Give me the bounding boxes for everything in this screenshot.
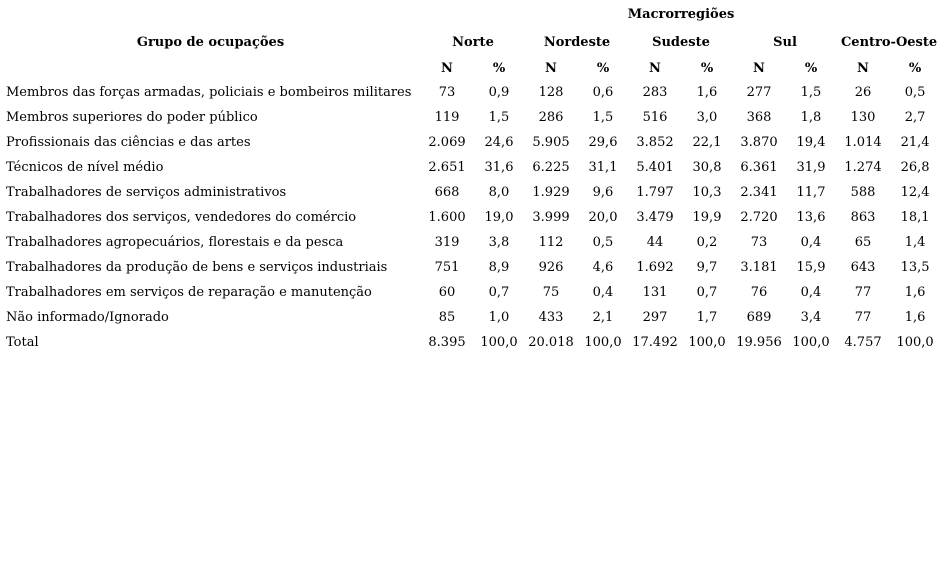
cell-pct-value: 1,5 (800, 85, 822, 100)
sub-header-n: N (857, 60, 869, 76)
region-header-norte: Norte (452, 34, 494, 50)
region-header-row (0, 28, 941, 56)
cell-n-value: 17.492 (632, 335, 678, 350)
cell-pct-value: 9,6 (592, 185, 614, 200)
cell-pct-value: 1,4 (904, 235, 926, 250)
cell-pct-value: 8,0 (488, 185, 510, 200)
cell-pct-value: 3,0 (696, 110, 718, 125)
cell-n-value: 3.852 (636, 135, 674, 150)
cell-pct-value: 13,5 (900, 260, 930, 275)
cell-n-value: 863 (850, 210, 876, 225)
cell-n-value: 5.905 (532, 135, 570, 150)
row-label: Não informado/Ignorado (6, 310, 169, 325)
cell-n-value: 3.181 (740, 260, 778, 275)
cell-n-value: 119 (434, 110, 460, 125)
cell-pct-value: 1,6 (904, 285, 926, 300)
row-label: Trabalhadores dos serviços, vendedores do comércio (6, 210, 357, 225)
cell-n-value: 433 (538, 310, 564, 325)
cell-n-value: 5.401 (636, 160, 674, 175)
row-label: Total (6, 335, 39, 350)
cell-pct-value: 3,4 (800, 310, 822, 325)
cell-pct-value: 31,6 (484, 160, 514, 175)
cell-pct-value: 12,4 (900, 185, 930, 200)
cell-pct-value: 31,1 (588, 160, 618, 175)
cell-pct-value: 100,0 (584, 335, 622, 350)
sub-header-n: N (545, 60, 557, 76)
cell-pct-value: 9,7 (696, 260, 718, 275)
row-label: Trabalhadores da produção de bens e serviços industriais (6, 260, 388, 275)
cell-pct-value: 19,9 (692, 210, 722, 225)
cell-pct-value: 0,7 (488, 285, 510, 300)
row-label: Técnicos de nível médio (6, 160, 164, 175)
row-label: Trabalhadores em serviços de reparação e manutenção (6, 285, 372, 300)
table-body (0, 80, 941, 355)
cell-n-value: 73 (750, 235, 768, 250)
cell-pct-value: 2,1 (592, 310, 614, 325)
table-row (0, 330, 941, 355)
cell-n-value: 751 (434, 260, 460, 275)
sub-header-pct: % (492, 60, 506, 76)
cell-pct-value: 0,4 (800, 235, 822, 250)
cell-n-value: 2.720 (740, 210, 778, 225)
cell-n-value: 668 (434, 185, 460, 200)
group-header: Grupo de ocupações (136, 34, 285, 50)
cell-n-value: 26 (854, 85, 872, 100)
cell-pct-value: 18,1 (900, 210, 930, 225)
cell-pct-value: 21,4 (900, 135, 930, 150)
cell-n-value: 1.014 (844, 135, 882, 150)
region-header-sul: Sul (773, 34, 797, 50)
cell-pct-value: 100,0 (896, 335, 934, 350)
cell-pct-value: 1,0 (488, 310, 510, 325)
cell-n-value: 75 (542, 285, 560, 300)
cell-pct-value: 20,0 (588, 210, 618, 225)
sub-header-n: N (753, 60, 765, 76)
sub-header-pct: % (908, 60, 922, 76)
cell-pct-value: 3,8 (488, 235, 510, 250)
cell-pct-value: 0,5 (592, 235, 614, 250)
table-row (0, 255, 941, 280)
cell-n-value: 516 (642, 110, 668, 125)
cell-pct-value: 1,7 (696, 310, 718, 325)
cell-n-value: 286 (538, 110, 564, 125)
cell-pct-value: 0,5 (904, 85, 926, 100)
region-header-sudeste: Sudeste (652, 34, 710, 50)
row-label: Trabalhadores agropecuários, florestais e da pesca (6, 235, 344, 250)
cell-pct-value: 0,7 (696, 285, 718, 300)
cell-pct-value: 0,2 (696, 235, 718, 250)
cell-n-value: 1.600 (428, 210, 466, 225)
cell-n-value: 1.797 (636, 185, 674, 200)
cell-n-value: 6.361 (740, 160, 778, 175)
cell-n-value: 44 (646, 235, 664, 250)
table-row (0, 230, 941, 255)
cell-n-value: 65 (854, 235, 872, 250)
cell-pct-value: 100,0 (688, 335, 726, 350)
table-row (0, 180, 941, 205)
cell-n-value: 643 (850, 260, 876, 275)
cell-n-value: 1.692 (636, 260, 674, 275)
cell-n-value: 60 (438, 285, 456, 300)
cell-n-value: 689 (746, 310, 772, 325)
row-label: Trabalhadores de serviços administrativos (6, 185, 287, 200)
cell-pct-value: 30,8 (692, 160, 722, 175)
cell-n-value: 77 (854, 285, 872, 300)
cell-n-value: 6.225 (532, 160, 570, 175)
cell-n-value: 4.757 (844, 335, 882, 350)
cell-pct-value: 2,7 (904, 110, 926, 125)
cell-n-value: 19.956 (736, 335, 782, 350)
cell-pct-value: 0,9 (488, 85, 510, 100)
cell-pct-value: 1,8 (800, 110, 822, 125)
cell-n-value: 926 (538, 260, 564, 275)
table-row (0, 80, 941, 105)
sub-header-row (0, 56, 941, 80)
cell-pct-value: 1,6 (904, 310, 926, 325)
cell-pct-value: 10,3 (692, 185, 722, 200)
cell-pct-value: 1,6 (696, 85, 718, 100)
table-row (0, 305, 941, 330)
table-row (0, 130, 941, 155)
cell-n-value: 2.341 (740, 185, 778, 200)
table-row (0, 155, 941, 180)
cell-pct-value: 4,6 (592, 260, 614, 275)
cell-pct-value: 0,4 (592, 285, 614, 300)
row-label: Profissionais das ciências e das artes (6, 135, 251, 150)
cell-pct-value: 15,9 (796, 260, 826, 275)
cell-n-value: 3.479 (636, 210, 674, 225)
cell-pct-value: 100,0 (792, 335, 830, 350)
table-row (0, 280, 941, 305)
cell-n-value: 283 (642, 85, 668, 100)
cell-pct-value: 19,0 (484, 210, 514, 225)
cell-pct-value: 1,5 (488, 110, 510, 125)
cell-n-value: 588 (850, 185, 876, 200)
cell-n-value: 2.651 (428, 160, 466, 175)
empty-corner-cell (0, 56, 421, 80)
cell-n-value: 3.999 (532, 210, 570, 225)
sub-header-n: N (649, 60, 661, 76)
cell-pct-value: 8,9 (488, 260, 510, 275)
table-header (0, 0, 941, 80)
cell-n-value: 297 (642, 310, 668, 325)
cell-pct-value: 31,9 (796, 160, 826, 175)
table-row (0, 205, 941, 230)
macro-header: Macrorregiões (627, 6, 735, 22)
cell-n-value: 319 (434, 235, 460, 250)
macro-header-row (0, 0, 941, 28)
cell-n-value: 277 (746, 85, 772, 100)
row-label: Membros superiores do poder público (6, 110, 258, 125)
cell-pct-value: 29,6 (588, 135, 618, 150)
cell-n-value: 2.069 (428, 135, 466, 150)
sub-header-n: N (441, 60, 453, 76)
cell-n-value: 368 (746, 110, 772, 125)
cell-pct-value: 22,1 (692, 135, 722, 150)
region-header-centro-oeste: Centro-Oeste (840, 34, 938, 50)
cell-n-value: 3.870 (740, 135, 778, 150)
cell-n-value: 77 (854, 310, 872, 325)
cell-pct-value: 0,4 (800, 285, 822, 300)
cell-n-value: 20.018 (528, 335, 574, 350)
cell-n-value: 1.929 (532, 185, 570, 200)
cell-pct-value: 100,0 (480, 335, 518, 350)
cell-pct-value: 13,6 (796, 210, 826, 225)
cell-n-value: 128 (538, 85, 564, 100)
sub-header-pct: % (804, 60, 818, 76)
cell-n-value: 112 (538, 235, 564, 250)
cell-pct-value: 1,5 (592, 110, 614, 125)
cell-pct-value: 24,6 (484, 135, 514, 150)
row-label: Membros das forças armadas, policiais e bombeiros militares (6, 85, 412, 100)
cell-n-value: 131 (642, 285, 668, 300)
sub-header-pct: % (596, 60, 610, 76)
cell-n-value: 130 (850, 110, 876, 125)
cell-n-value: 8.395 (428, 335, 466, 350)
cell-pct-value: 11,7 (796, 185, 826, 200)
cell-pct-value: 26,8 (900, 160, 930, 175)
region-header-nordeste: Nordeste (543, 34, 611, 50)
empty-corner-cell (0, 0, 421, 28)
cell-n-value: 73 (438, 85, 456, 100)
cell-pct-value: 19,4 (796, 135, 826, 150)
cell-n-value: 76 (750, 285, 768, 300)
table-row (0, 105, 941, 130)
sub-header-pct: % (700, 60, 714, 76)
cell-n-value: 85 (438, 310, 456, 325)
cell-pct-value: 0,6 (592, 85, 614, 100)
cell-n-value: 1.274 (844, 160, 882, 175)
